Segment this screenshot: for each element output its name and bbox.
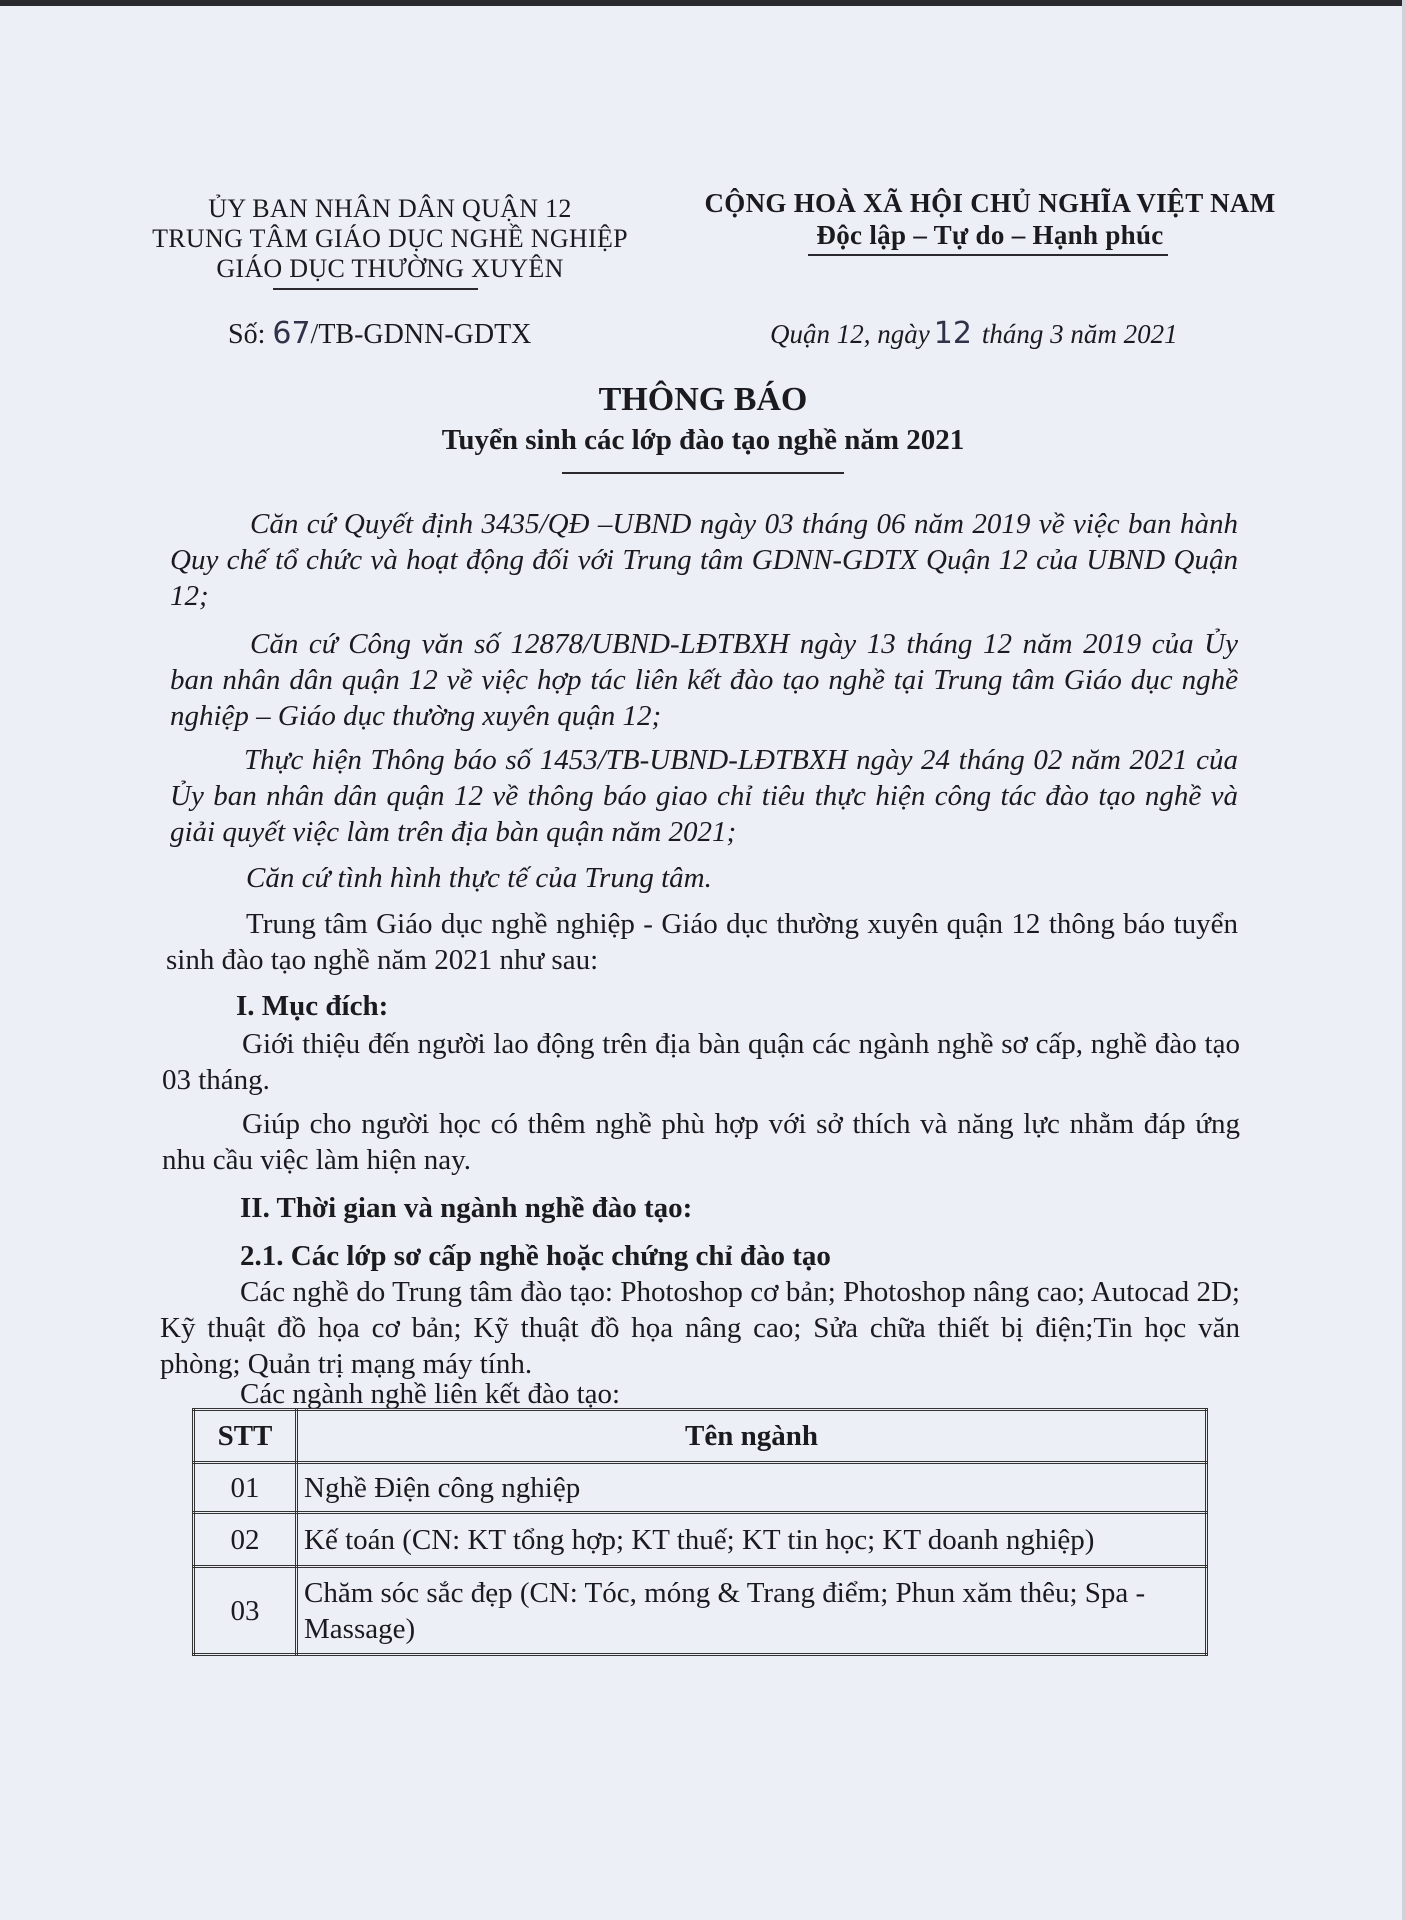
- doc-number: [228, 316, 531, 353]
- doc-title: THÔNG BÁO: [598, 381, 808, 418]
- date-part1: Quận 12, ngày: [770, 319, 930, 349]
- header-left: [120, 194, 660, 284]
- date-line: [770, 316, 1178, 352]
- table-row: [194, 1513, 1207, 1567]
- preamble-1: Căn cứ Quyết định 3435/QĐ –UBND ngày 03 tháng 06 năm 2019 về việc ban hành Quy chế tổ chức và hoạt động đối với Trung tâm GDNN-GDTX Quận 12 của UBND Quận 12;: [170, 508, 1238, 612]
- section2-para2: Các ngành nghề liên kết đào tạo:: [240, 1378, 621, 1410]
- scan-right-edge: [1402, 0, 1406, 1920]
- table-cell-stt: 01: [194, 1463, 297, 1513]
- header-left-line2: TRUNG TÂM GIÁO DỤC NGHỀ NGHIỆP: [152, 224, 628, 253]
- section2-heading: II. Thời gian và ngành nghề đào tạo:: [240, 1192, 693, 1224]
- preamble-3: Thực hiện Thông báo số 1453/TB-UBND-LĐTBXH ngày 24 tháng 02 năm 2021 của Ủy ban nhân dân quận 12 về thông báo giao chỉ tiêu thực hiện công tác đào tạo nghề và giải quyết việc làm trên địa bàn quận năm 2021;: [170, 744, 1238, 848]
- table-header-row: [194, 1410, 1207, 1463]
- header-right-underline: [808, 254, 1168, 256]
- table-cell-name: Kế toán (CN: KT tổng hợp; KT thuế; KT tin học; KT doanh nghiệp): [297, 1513, 1207, 1567]
- preamble-2: Căn cứ Công văn số 12878/UBND-LĐTBXH ngày 13 tháng 12 năm 2019 của Ủy ban nhân dân quận 12 về việc hợp tác liên kết đào tạo nghề tại Trung tâm Giáo dục nghề nghiệp – Giáo dục thường xuyên quận 12;: [170, 628, 1238, 732]
- table-row: [194, 1463, 1207, 1513]
- date-part2: tháng 3 năm 2021: [981, 319, 1178, 349]
- section1-para2: Giúp cho người học có thêm nghề phù hợp với sở thích và năng lực nhằm đáp ứng nhu cầu việc làm hiện nay.: [162, 1108, 1240, 1176]
- header-right: [680, 188, 1300, 250]
- section1-para1: Giới thiệu đến người lao động trên địa bàn quận các ngành nghề sơ cấp, nghề đào tạo 03 tháng.: [162, 1028, 1240, 1096]
- table-cell-stt: 03: [194, 1567, 297, 1655]
- header-left-line1: ỦY BAN NHÂN DÂN QUẬN 12: [208, 194, 572, 223]
- doc-number-suffix: /TB-GDNN-GDTX: [310, 319, 532, 350]
- table-header-stt: STT: [194, 1410, 297, 1463]
- trades-table: [192, 1408, 1208, 1656]
- table-cell-name: Chăm sóc sắc đẹp (CN: Tóc, móng & Trang điểm; Phun xăm thêu; Spa - Massage): [297, 1567, 1207, 1655]
- title-underline: [562, 472, 844, 474]
- header-right-line2: Độc lập – Tự do – Hạnh phúc: [816, 220, 1164, 250]
- doc-number-prefix: Số:: [228, 319, 266, 350]
- table-row: [194, 1567, 1207, 1655]
- scan-top-edge: [0, 0, 1406, 6]
- doc-number-handwritten: 67: [272, 316, 311, 351]
- table-cell-stt: 02: [194, 1513, 297, 1567]
- date-handwritten-day: 12: [933, 316, 972, 351]
- preamble-4: Căn cứ tình hình thực tế của Trung tâm.: [246, 862, 712, 894]
- header-left-underline: [273, 288, 478, 290]
- header-right-line1: CỘNG HOÀ XÃ HỘI CHỦ NGHĨA VIỆT NAM: [704, 188, 1276, 218]
- header-left-line3: GIÁO DỤC THƯỜNG XUYÊN: [216, 254, 564, 283]
- table-header-name: Tên ngành: [297, 1410, 1207, 1463]
- section1-heading: I. Mục đích:: [236, 990, 389, 1022]
- table-cell-name: Nghề Điện công nghiệp: [297, 1463, 1207, 1513]
- intro-paragraph: Trung tâm Giáo dục nghề nghiệp - Giáo dục thường xuyên quận 12 thông báo tuyển sinh đào tạo nghề năm 2021 như sau:: [166, 908, 1238, 976]
- doc-subtitle: Tuyển sinh các lớp đào tạo nghề năm 2021: [441, 424, 965, 456]
- section2-sub1: 2.1. Các lớp sơ cấp nghề hoặc chứng chỉ đào tạo: [240, 1240, 831, 1272]
- section2-para1: Các nghề do Trung tâm đào tạo: Photoshop cơ bản; Photoshop nâng cao; Autocad 2D; Kỹ thuật đồ họa cơ bản; Kỹ thuật đồ họa nâng cao; Sửa chữa thiết bị điện;Tin học văn phòng; Quản trị mạng máy tính.: [160, 1276, 1240, 1380]
